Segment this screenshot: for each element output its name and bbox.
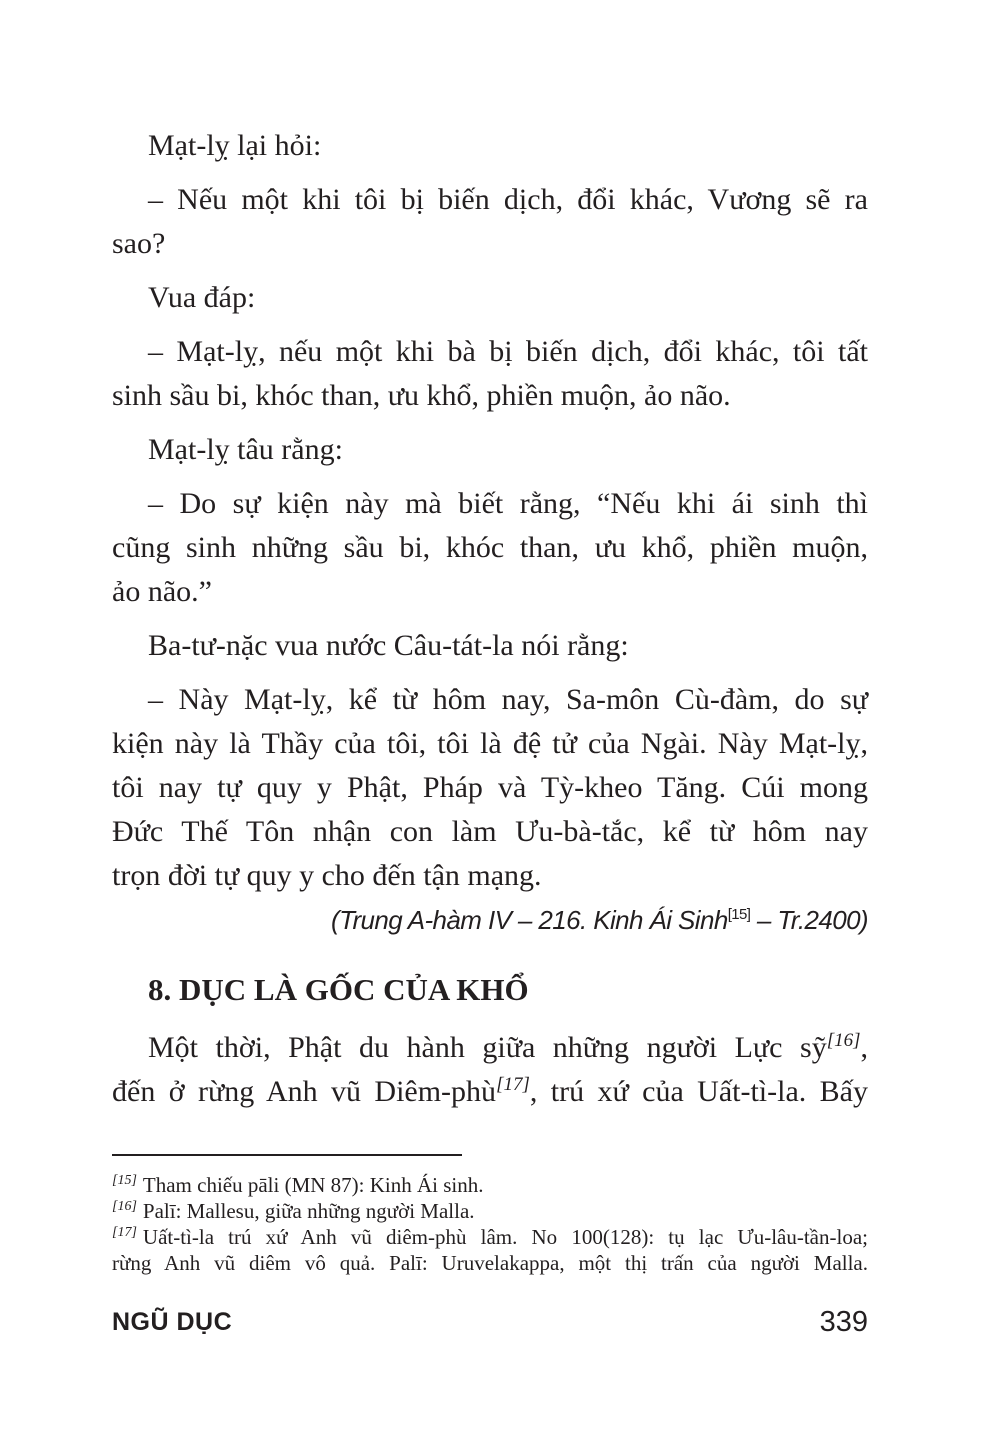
page-number: 339 <box>819 1306 868 1338</box>
paragraph-line: – Do sự kiện này mà biết rằng, “Nếu khi ái sinh thì <box>148 487 868 520</box>
footnote-number: [17] <box>112 1225 137 1240</box>
footnotes <box>112 1172 868 1276</box>
paragraph-line: kiện này là Thầy của tôi, tôi là đệ tử của Ngài. Này Mạt-lỵ, <box>112 727 868 760</box>
paragraph-line: – Nếu một khi tôi bị biến dịch, đổi khác, Vương sẽ ra <box>148 183 868 216</box>
footnote-ref: [16] <box>826 1030 861 1051</box>
footnote <box>112 1198 868 1224</box>
paragraph-line: Vua đáp: <box>148 281 256 314</box>
paragraph-text: , <box>860 1031 868 1064</box>
paragraph-line: – Mạt-lỵ, nếu một khi bà bị biến dịch, đổi khác, tôi tất <box>148 335 868 368</box>
book-page <box>112 0 868 1440</box>
running-title: NGŨ DỤC <box>112 1308 233 1336</box>
paragraph-line: ảo não.” <box>112 575 212 608</box>
paragraph-text: đến ở rừng Anh vũ Diêm-phù <box>112 1075 497 1108</box>
footnote-divider <box>112 1154 462 1156</box>
footnote-ref: [17] <box>496 1074 530 1095</box>
paragraph-line: Ba-tư-nặc vua nước Câu-tát-la nói rằng: <box>148 629 629 662</box>
section-heading: 8. DỤC LÀ GỐC CỦA KHỔ <box>148 972 529 1007</box>
paragraph-line: sao? <box>112 227 166 260</box>
footnote-text: Uất-tì-la trú xứ Anh vũ diêm-phù lâm. No 100(128): tụ lạc Ưu-lâu-tần-loa; <box>142 1225 868 1249</box>
paragraph-line: sinh sầu bi, khóc than, ưu khổ, phiền muộn, ảo não. <box>112 379 731 412</box>
paragraph-line <box>112 1026 868 1070</box>
paragraph-line: tôi nay tự quy y Phật, Pháp và Tỳ-kheo Tăng. Cúi mong <box>112 771 868 804</box>
footnote-continuation: rừng Anh vũ diêm vô quả. Palī: Uruvelakappa, một thị trấn của người Malla. <box>112 1251 868 1275</box>
footnote <box>112 1224 868 1250</box>
paragraph-line: Đức Thế Tôn nhận con làm Ưu-bà-tắc, kể từ hôm nay <box>112 815 868 848</box>
citation-text: (Trung A-hàm IV – 216. Kinh Ái Sinh <box>331 905 728 935</box>
paragraph-line <box>112 1070 868 1114</box>
body-text <box>112 124 868 1114</box>
footnote-number: [16] <box>112 1199 137 1214</box>
paragraph-text: Một thời, Phật du hành giữa những người Lực sỹ <box>148 1031 827 1064</box>
paragraph-line: cũng sinh những sầu bi, khóc than, ưu khổ, phiền muộn, <box>112 531 868 564</box>
paragraph-text: , trú xứ của Uất-tì-la. Bấy <box>529 1075 868 1108</box>
page-footer <box>112 1306 868 1346</box>
footnote-text: Tham chiếu pāli (MN 87): Kinh Ái sinh. <box>142 1173 484 1197</box>
citation-text: – Tr.2400) <box>750 905 868 935</box>
paragraph-line: Mạt-lỵ lại hỏi: <box>148 129 322 162</box>
footnote-number: [15] <box>112 1173 137 1188</box>
paragraph-line: Mạt-lỵ tâu rằng: <box>148 433 343 466</box>
source-citation <box>112 898 868 942</box>
paragraph-line: – Này Mạt-lỵ, kể từ hôm nay, Sa-môn Cù-đàm, do sự <box>148 683 868 716</box>
footnote-ref: [15] <box>727 906 751 923</box>
paragraph-line: trọn đời tự quy y cho đến tận mạng. <box>112 859 542 892</box>
footnote-text: Palī: Mallesu, giữa những người Malla. <box>142 1199 475 1223</box>
footnote <box>112 1172 868 1198</box>
